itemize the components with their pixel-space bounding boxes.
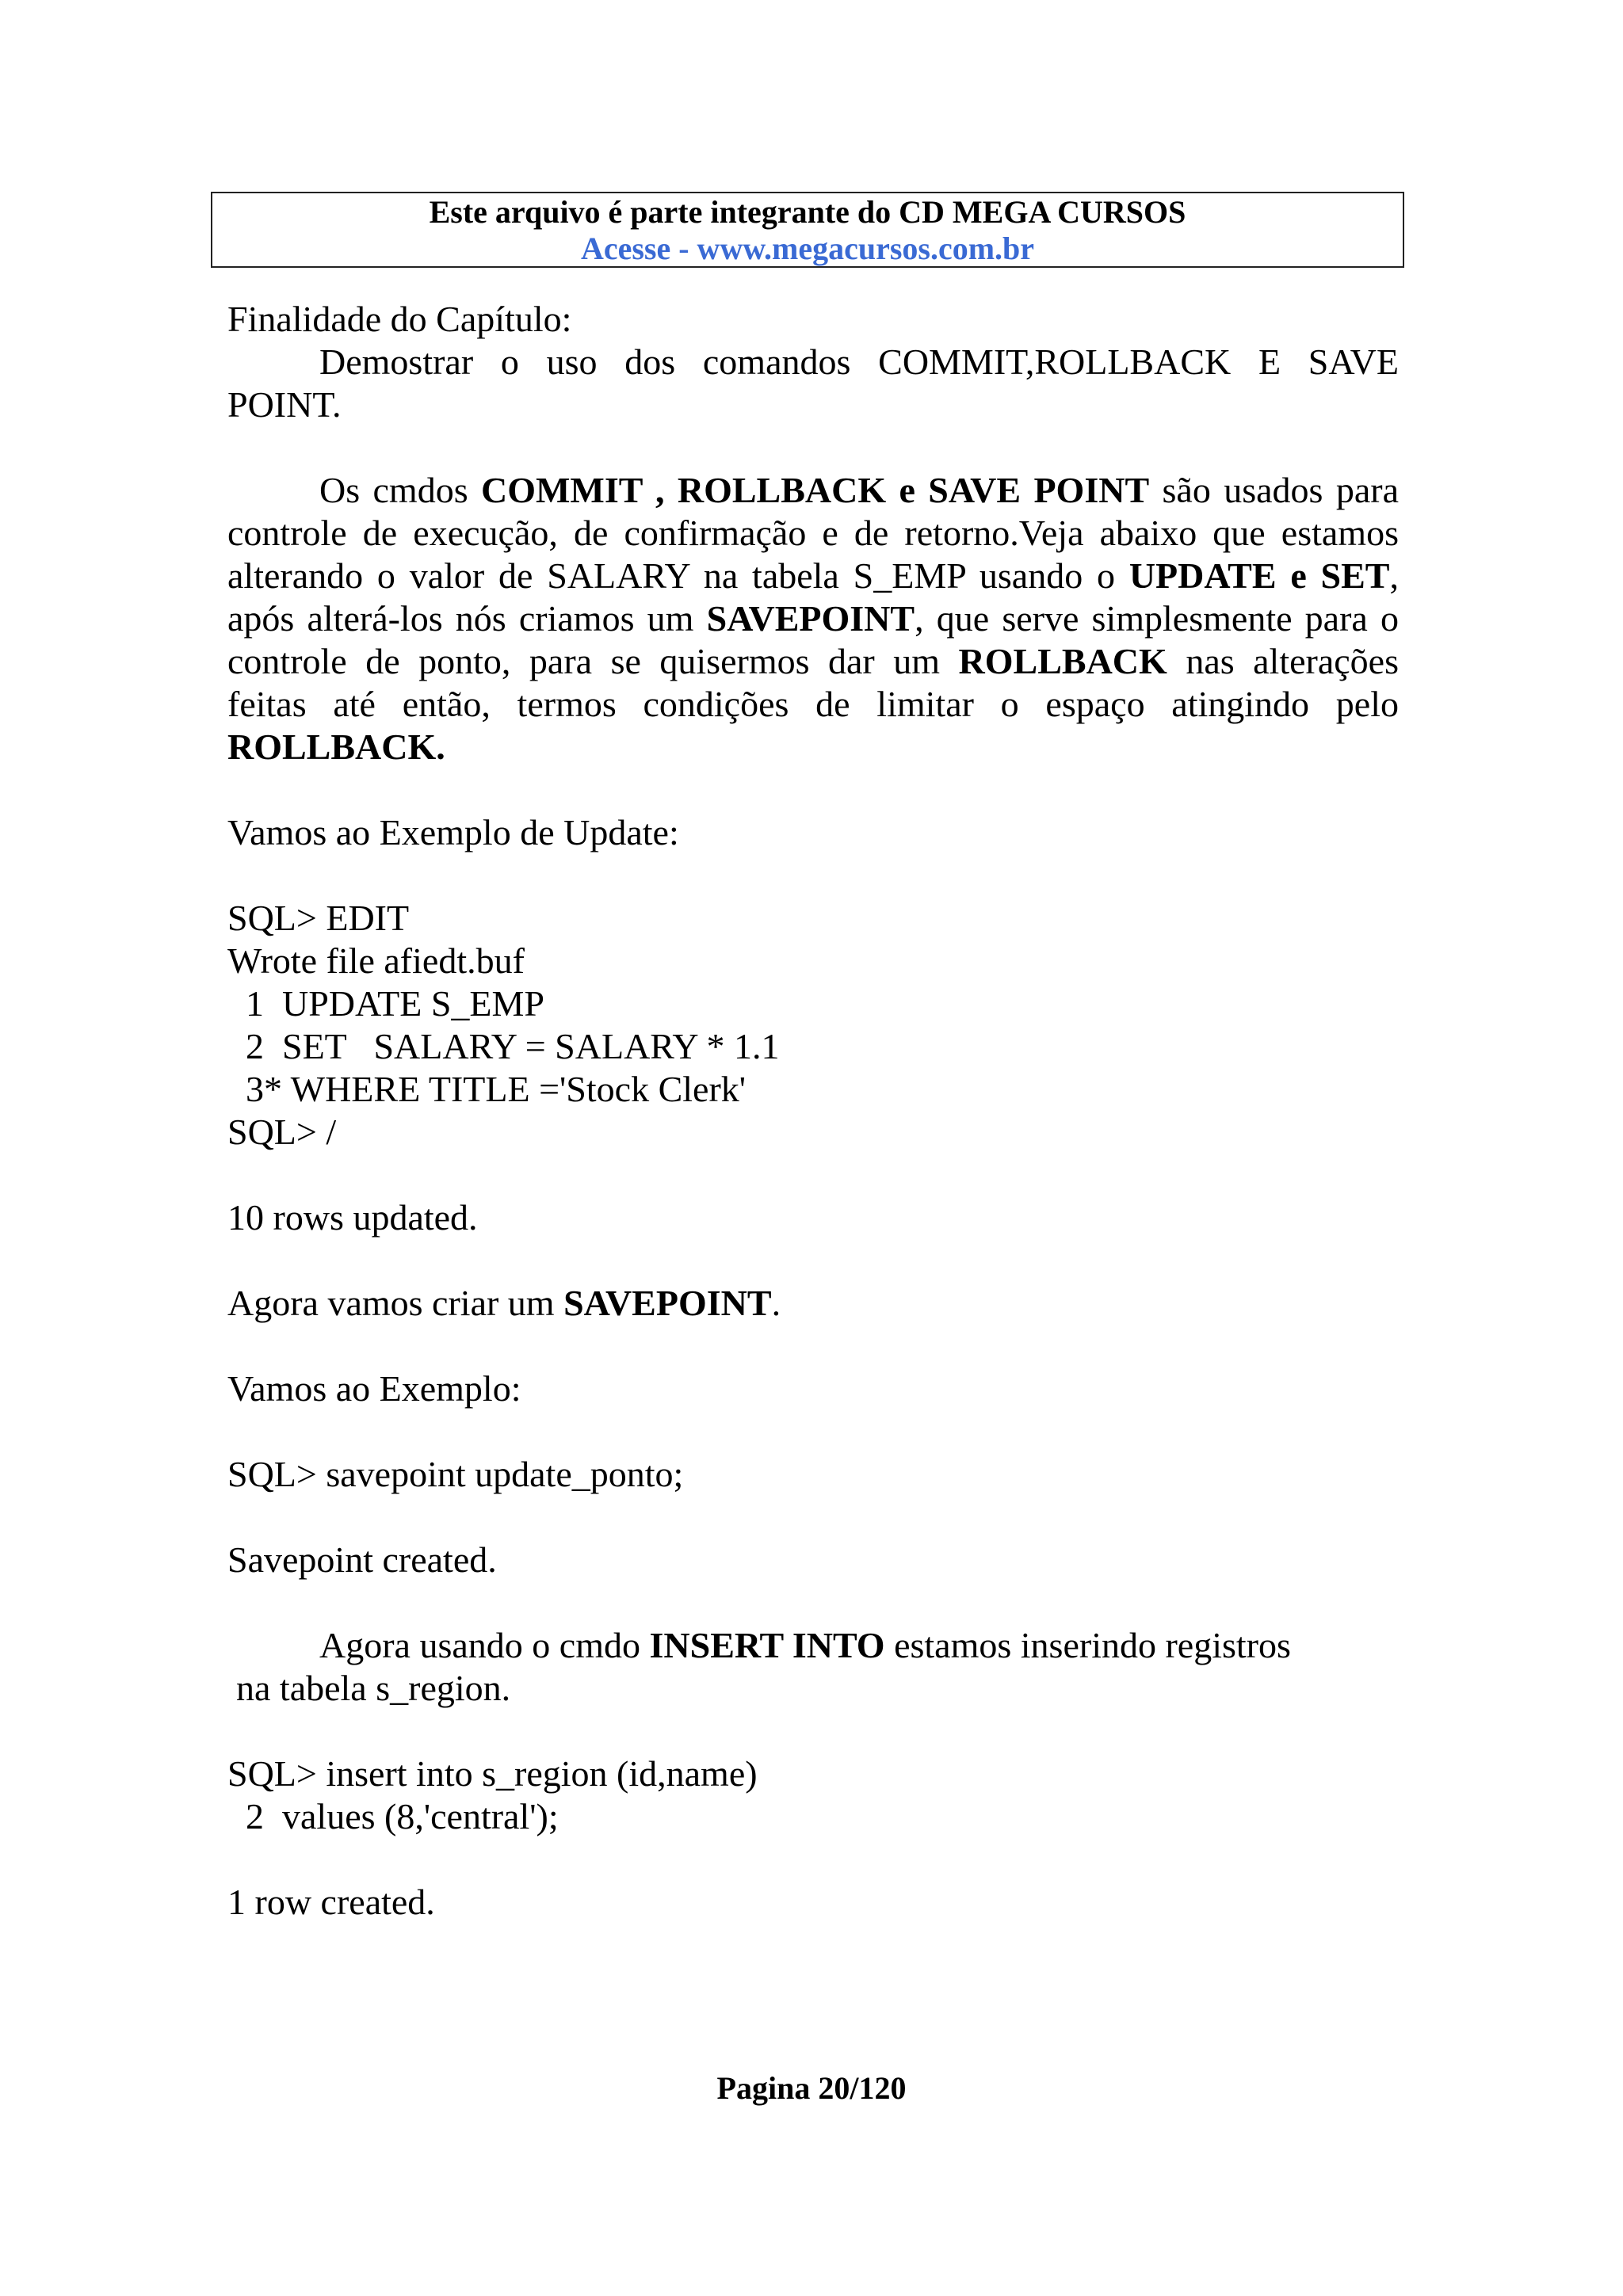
sql-session-line: 3* WHERE TITLE ='Stock Clerk' bbox=[227, 1069, 747, 1109]
purpose-text-line: POINT. bbox=[227, 384, 342, 425]
blank-line bbox=[227, 1710, 1399, 1753]
sql-session-line: Wrote file afiedt.buf bbox=[227, 940, 525, 981]
intro-paragraph-line bbox=[227, 555, 1399, 597]
intro-paragraph-line bbox=[227, 597, 1399, 640]
savepoint-example-title: Vamos ao Exemplo: bbox=[227, 1368, 521, 1409]
blank-line bbox=[227, 426, 1399, 469]
bold-term: INSERT INTO bbox=[649, 1625, 885, 1665]
update-example-title: Vamos ao Exemplo de Update: bbox=[227, 812, 679, 852]
blank-line bbox=[227, 1838, 1399, 1881]
sql-session-line: 2 values (8,'central'); bbox=[227, 1796, 559, 1836]
sql-result-line: Savepoint created. bbox=[227, 1539, 497, 1580]
savepoint-intro-line bbox=[227, 1282, 1399, 1325]
intro-paragraph-line bbox=[227, 640, 1399, 683]
document-body bbox=[227, 298, 1399, 1924]
blank-line bbox=[227, 1410, 1399, 1453]
blank-line bbox=[227, 854, 1399, 897]
text-run: Agora vamos criar um bbox=[227, 1283, 564, 1323]
text-run: feitas até então, termos condições de limitar o espaço atingindo pelo bbox=[227, 684, 1399, 724]
blank-line bbox=[227, 769, 1399, 811]
sql-session-line: SQL> / bbox=[227, 1112, 337, 1152]
text-run: após alterá-los nós criamos um bbox=[227, 598, 707, 639]
text-run: são usados para bbox=[1149, 470, 1399, 510]
bold-term: ROLLBACK bbox=[958, 641, 1167, 681]
blank-line bbox=[227, 1154, 1399, 1196]
bold-term: UPDATE e SET bbox=[1128, 555, 1390, 596]
purpose-text-line: Demostrar o uso dos comandos COMMIT,ROLLBACK E SAVE bbox=[319, 341, 1399, 382]
blank-line bbox=[227, 1239, 1399, 1282]
page-number: Pagina 20/120 bbox=[716, 2070, 907, 2106]
text-run: estamos inserindo registros bbox=[884, 1625, 1291, 1665]
sql-session-line: 2 SET SALARY = SALARY * 1.1 bbox=[227, 1026, 780, 1066]
header-link[interactable]: Acesse - www.megacursos.com.br bbox=[580, 231, 1035, 266]
bold-term: SAVEPOINT bbox=[563, 1283, 772, 1323]
insert-intro-line bbox=[227, 1624, 1399, 1667]
intro-paragraph-line bbox=[227, 683, 1399, 726]
sql-session-line: SQL> EDIT bbox=[227, 898, 410, 938]
blank-line bbox=[227, 1496, 1399, 1539]
text-run: alterando o valor de SALARY na tabela S_EMP usando o bbox=[227, 555, 1129, 596]
bold-term: ROLLBACK. bbox=[227, 727, 445, 767]
text-run: controle de ponto, para se quisermos dar um bbox=[227, 641, 959, 681]
text-run: Agora usando o cmdo bbox=[319, 1625, 650, 1665]
bold-term: SAVEPOINT bbox=[706, 598, 915, 639]
intro-paragraph-line bbox=[227, 469, 1399, 512]
intro-paragraph-line bbox=[227, 726, 1399, 769]
chapter-purpose-heading: Finalidade do Capítulo: bbox=[227, 299, 572, 339]
text-run: nas alterações bbox=[1167, 641, 1400, 681]
sql-result-line: 1 row created. bbox=[227, 1882, 435, 1922]
sql-session-line: SQL> insert into s_region (id,name) bbox=[227, 1753, 758, 1794]
sql-session-line: 1 UPDATE S_EMP bbox=[227, 983, 545, 1024]
text-run: , bbox=[1389, 555, 1399, 596]
text-run: Os cmdos bbox=[319, 470, 481, 510]
sql-result-line: 10 rows updated. bbox=[227, 1197, 478, 1238]
text-run: controle de execução, de confirmação e de retorno.Veja abaixo que estamos bbox=[227, 513, 1399, 553]
insert-intro-line: na tabela s_region. bbox=[236, 1668, 511, 1708]
text-run: , que serve simplesmente para o bbox=[915, 598, 1400, 639]
intro-paragraph-line bbox=[227, 512, 1399, 555]
blank-line bbox=[227, 1581, 1399, 1624]
header-notice: Este arquivo é parte integrante do CD MEGA CURSOS bbox=[429, 194, 1186, 230]
header-box bbox=[211, 192, 1404, 268]
bold-term: COMMIT , ROLLBACK e SAVE POINT bbox=[481, 470, 1150, 510]
text-run: . bbox=[771, 1283, 781, 1323]
blank-line bbox=[227, 1325, 1399, 1367]
sql-session-line: SQL> savepoint update_ponto; bbox=[227, 1454, 684, 1494]
